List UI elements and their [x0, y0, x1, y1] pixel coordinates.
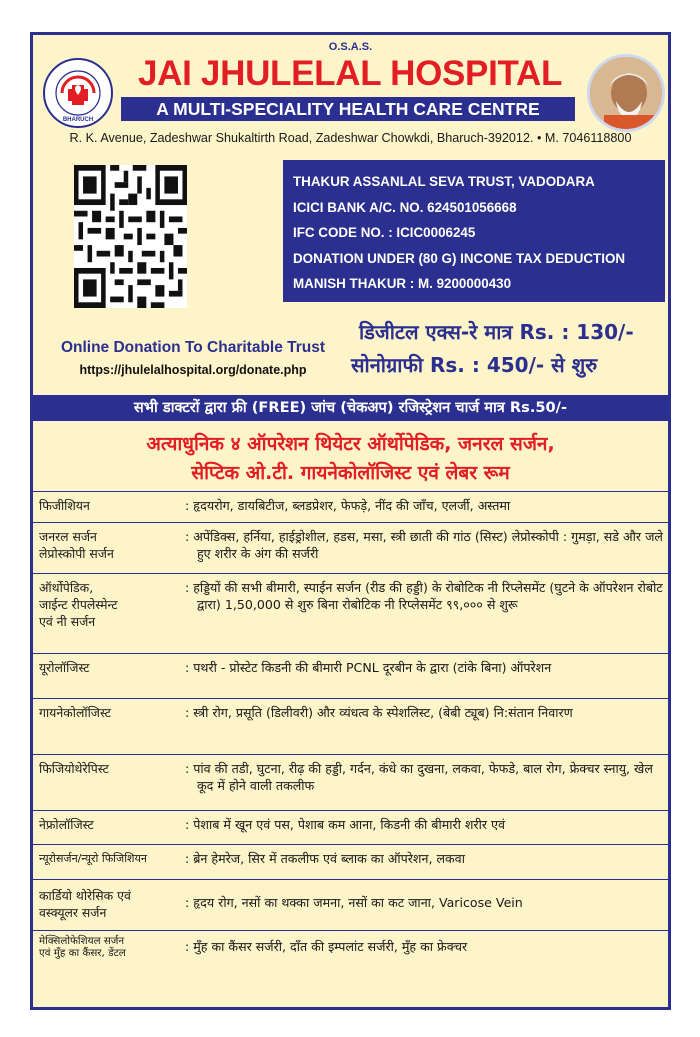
service-dept: यूरोलॉजिस्ट [39, 660, 90, 675]
hospital-subtitle: A MULTI-SPECIALITY HEALTH CARE CENTRE [121, 97, 575, 121]
service-dept: नेफ्रोलॉजिस्ट [39, 817, 94, 832]
bank-account-number: ICICI BANK A/C. NO. 624501056668 [293, 199, 517, 215]
service-dept: मेक्सिलोफेशियल सर्जन एवं मुँह का कैंसर, डेंटल [39, 935, 126, 959]
facilities-headline-2: सेप्टिक ओ.टी. गायनेकोलॉजिस्ट एवं लेबर रूम [191, 462, 510, 484]
hospital-logo [42, 57, 114, 129]
saint-photo [587, 54, 665, 132]
org-name: O.S.A.S. [328, 41, 373, 53]
service-desc: : पेशाब में खून एवं पस, पेशाब कम आना, किडनी की बीमारी शरीर एवं [185, 817, 506, 832]
hospital-address: R. K. Avenue, Zadeshwar Shukaltirth Road, Zadeshwar Chowkdi, Bharuch-392012. • M. 7046118800 [69, 131, 632, 145]
service-row [33, 931, 668, 965]
service-row [33, 811, 668, 845]
bank-contact: MANISH THAKUR : M. 9200000430 [293, 276, 512, 291]
hospital-name: JAI JHULELAL HOSPITAL [137, 54, 563, 93]
bank-trust-name: THAKUR ASSANLAL SEVA TRUST, VADODARA [293, 174, 595, 189]
service-dept: फिजीशियन [39, 498, 90, 513]
service-row [33, 699, 668, 755]
service-desc: : अपेंडिक्स, हर्निया, हाईड्रोशील, हडस, मसा, स्त्री छाती की गांठ (सिस्ट) लेप्रोस्कोपी : गुमड़ा, सडे और जले हुए शरीर के अंग की सर्जरी [185, 529, 663, 561]
service-dept: जनरल सर्जन लेप्रोस्कोपी सर्जन [39, 529, 114, 561]
service-dept: कार्डियो थोरेसिक एवं वस्क्यूलर सर्जन [39, 888, 131, 920]
service-desc: : हड्डियों की सभी बीमारी, स्पाईन सर्जन (रीड की हड्डी) के रोबोटिक नी रिप्लेसमेंट (घुटने के ऑपरेशन रोबोट द्वारा) 1,50,000 से शुरु बिना रोबोटिक नी रिप्लेसमेंट ९९,००० से शुरू [185, 580, 663, 612]
service-dept: फिजियोथेरेपिस्ट [39, 761, 109, 776]
service-desc: : हृदय रोग, नसों का थक्का जमना, नसों का कट जाना, Varicose Vein [185, 895, 523, 910]
service-row [33, 880, 668, 931]
service-desc: : स्त्री रोग, प्रसूति (डिलीवरी) और व्यंधत्व के स्पेशलिस्ट, (बेबी ट्यूब) नि:संतान निवारण [185, 705, 573, 720]
sonography-price: सोनोग्राफी Rs. : 450/- से शुरु [351, 353, 598, 377]
service-desc: : ब्रेन हेमरेज, सिर में तकलीफ एवं ब्लाक का ऑपरेशन, लकवा [185, 851, 465, 866]
bank-tax-note: DONATION UNDER (80 G) INCONE TAX DEDUCTION [293, 250, 626, 266]
service-row [33, 845, 668, 880]
service-desc: : हृदयरोग, डायबिटीज, ब्लडप्रेशर, फेफड़े, नींद की जाँच, एलर्जी, अस्तमा [185, 498, 511, 513]
donation-url-link[interactable]: https://jhulelalhospital.org/donate.php [79, 363, 307, 377]
service-desc: : पथरी - प्रोस्टेट किडनी की बीमारी PCNL दूरबीन के द्वारा (टांके बिना) ऑपरेशन [185, 660, 552, 675]
hospital-poster [30, 32, 671, 1010]
service-row [33, 574, 668, 654]
donation-qr-code[interactable] [74, 165, 187, 308]
bank-ifsc-code: IFC CODE NO. : ICIC0006245 [293, 225, 476, 240]
service-dept: ऑर्थोपेडिक, जाईन्ट रीपलेस्मेन्ट एवं नी सर्जन [39, 580, 118, 629]
service-desc: : मुँह का कैंसर सर्जरी, दाँत की इम्पलांट सर्जरी, मुँह का फ्रेक्चर [185, 939, 468, 954]
service-dept: न्यूरोसर्जन/न्यूरो फिजिशियन [39, 852, 148, 865]
free-checkup-banner: सभी डाक्टरों द्वारा फ्री (FREE) जांच (चेकअप) रजिस्ट्रेशन चार्ज मात्र Rs.50/- [33, 395, 668, 421]
service-row [33, 654, 668, 699]
service-row [33, 755, 668, 811]
facilities-headline-1: अत्याधुनिक ४ ऑपरेशन थियेटर ऑर्थोपेडिक, जनरल सर्जन, [146, 433, 555, 455]
service-dept: गायनेकोलॉजिस्ट [39, 705, 112, 720]
service-row [33, 523, 668, 574]
bank-details-box [283, 160, 665, 302]
service-desc: : पांव की तडी, घुटना, रीढ़ की हड्डी, गर्दन, कंधे का दुखना, लकवा, फेफडे, बाल रोग, फ्रेक्चर स्नायु, खेल कूद में होने वाली तकलीफ [185, 761, 653, 793]
logo-city: BHARUCH [62, 117, 94, 123]
service-row [33, 492, 668, 523]
services-table [33, 491, 668, 965]
xray-price: डिजीटल एक्स-रे मात्र Rs. : 130/- [359, 320, 634, 344]
online-donation-title: Online Donation To Charitable Trust [60, 339, 326, 356]
